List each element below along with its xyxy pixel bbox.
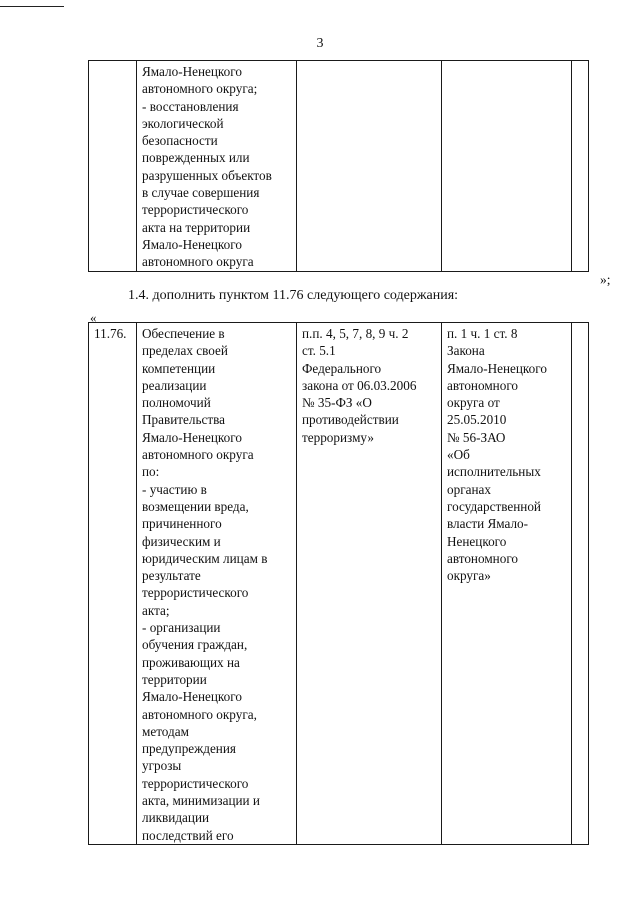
number-cell <box>89 61 137 272</box>
text-line: исполнительных <box>447 464 541 480</box>
text-line: № 56-ЗАО <box>447 429 506 445</box>
description-text <box>137 61 296 271</box>
description-cell <box>137 323 297 845</box>
text-line: экологической <box>142 115 224 131</box>
narrow-cell <box>572 61 589 272</box>
regional-basis-cell <box>442 323 572 845</box>
text-line: Правительства <box>142 412 225 428</box>
text-line: - восстановления <box>142 98 239 114</box>
text-line: пределах своей <box>142 343 228 359</box>
text-line: акта, минимизации и <box>142 793 260 809</box>
federal-basis-text <box>297 323 441 446</box>
text-line: в случае совершения <box>142 185 260 201</box>
text-line: юридическим лицам в <box>142 550 268 566</box>
text-line: Ямало-Ненецкого <box>142 64 242 79</box>
text-line: «Об <box>447 447 470 463</box>
text-line: разрушенных объектов <box>142 167 272 183</box>
text-line: автономного округа, <box>142 706 257 722</box>
text-line: Ямало-Ненецкого <box>142 236 242 252</box>
text-line: государственной <box>447 498 541 514</box>
corner-rule <box>0 0 64 7</box>
text-line: террористического <box>142 585 249 601</box>
text-line: предупреждения <box>142 741 236 757</box>
text-line: террористического <box>142 202 249 218</box>
text-line: обучения граждан, <box>142 637 248 653</box>
opening-quote: « <box>90 310 97 325</box>
text-line: по: <box>142 464 160 480</box>
text-line: Ненецкого <box>447 533 507 549</box>
text-line: проживающих на <box>142 654 240 670</box>
text-line: акта; <box>142 602 170 618</box>
text-line: террористического <box>142 775 249 791</box>
federal-basis-cell <box>297 323 442 845</box>
text-line: причиненного <box>142 516 222 532</box>
text-line: органах <box>447 481 491 497</box>
text-line: Ямало-Ненецкого <box>142 689 242 705</box>
text-line: методам <box>142 723 189 739</box>
continued-table <box>88 60 589 272</box>
text-line: ст. 5.1 <box>302 343 336 359</box>
item-number: 11.76. <box>94 326 127 341</box>
text-line: безопасности <box>142 133 218 149</box>
regional-basis-text <box>442 323 571 584</box>
description-cell <box>137 61 297 272</box>
regional-basis-cell <box>442 61 572 272</box>
text-line: поврежденных или <box>142 150 250 166</box>
text-line: противодействии <box>302 412 399 428</box>
text-line: автономного округа <box>142 447 254 463</box>
text-line: Ямало-Ненецкого <box>142 429 242 445</box>
text-line: Федерального <box>302 360 382 376</box>
text-line: № 35-ФЗ «О <box>302 395 372 411</box>
text-line: терроризму» <box>302 429 374 445</box>
page-number: 3 <box>316 36 324 51</box>
description-text <box>137 323 296 844</box>
closing-quote: »; <box>600 272 611 287</box>
text-line: полномочий <box>142 395 211 411</box>
text-line: компетенции <box>142 360 216 376</box>
amendment-text: 1.4. дополнить пунктом 11.76 следующего содержания: <box>128 288 459 303</box>
text-line: Обеспечение в <box>142 326 225 341</box>
text-line: акта на территории <box>142 219 251 235</box>
text-line: Закона <box>447 343 485 359</box>
text-line: результате <box>142 568 201 584</box>
text-line: округа от <box>447 395 500 411</box>
text-line: автономного <box>447 377 519 393</box>
text-line: физическим и <box>142 533 221 549</box>
text-line: округа» <box>447 568 491 584</box>
text-line: автономного <box>447 550 519 566</box>
text-line: автономного округа; <box>142 81 258 97</box>
text-line: - организации <box>142 620 221 636</box>
text-line: закона от 06.03.2006 <box>302 377 417 393</box>
narrow-cell <box>572 323 589 845</box>
text-line: территории <box>142 671 207 687</box>
text-line: возмещении вреда, <box>142 498 249 514</box>
text-line: 25.05.2010 <box>447 412 507 428</box>
text-line: автономного округа <box>142 254 254 270</box>
text-line: п. 1 ч. 1 ст. 8 <box>447 326 518 341</box>
text-line: реализации <box>142 377 207 393</box>
number-cell <box>89 323 137 845</box>
text-line: ликвидации <box>142 810 210 826</box>
text-line: Ямало-Ненецкого <box>447 360 547 376</box>
text-line: п.п. 4, 5, 7, 8, 9 ч. 2 <box>302 326 409 341</box>
text-line: - участию в <box>142 481 207 497</box>
text-line: последствий его <box>142 827 234 843</box>
new-item-table <box>88 322 589 845</box>
federal-basis-cell <box>297 61 442 272</box>
text-line: угрозы <box>142 758 182 774</box>
text-line: власти Ямало- <box>447 516 529 532</box>
